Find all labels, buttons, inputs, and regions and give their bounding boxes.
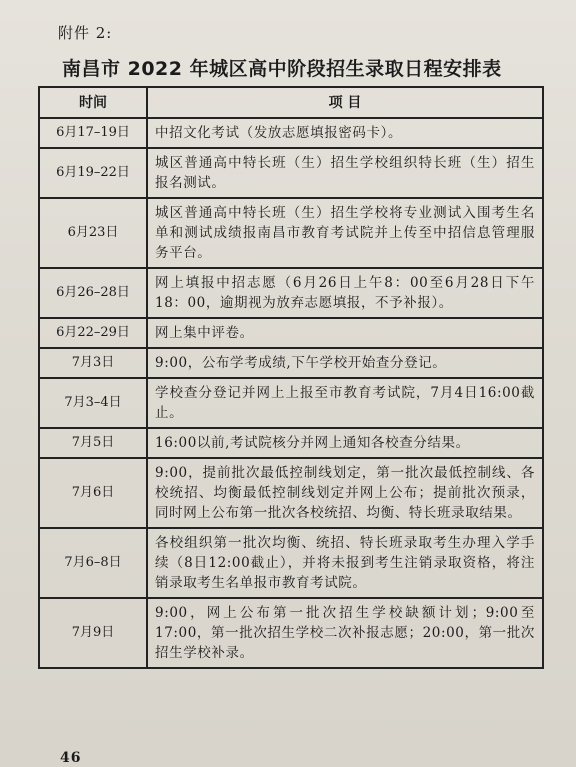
table-row (39, 458, 543, 528)
table-row (39, 598, 543, 668)
row-item: 城区普通高中特长班（生）招生学校组织特长班（生）招生报名测试。 (147, 148, 543, 198)
table-row (39, 148, 543, 198)
page-number: 46 (60, 750, 82, 766)
table-row (39, 268, 543, 318)
row-item: 16:00以前,考试院核分并网上通知各校查分结果。 (147, 428, 543, 458)
row-time: 6月23日 (39, 198, 147, 268)
table-row (39, 118, 543, 148)
row-item: 9:00，网上公布第一批次招生学校缺额计划；9:00至17:00，第一批次招生学校二次补报志愿；20:00，第一批次招生学校补录。 (147, 598, 543, 668)
row-item: 9:00，提前批次最低控制线划定，第一批次最低控制线、各校统招、均衡最低控制线划定并网上公布；提前批次预录，同时网上公布第一批次各校统招、均衡、特长班录取结果。 (147, 458, 543, 528)
row-time: 7月3日 (39, 348, 147, 378)
table-row (39, 528, 543, 598)
row-time: 7月6日 (39, 458, 147, 528)
row-time: 6月22–29日 (39, 318, 147, 348)
row-item: 网上集中评卷。 (147, 318, 543, 348)
row-item: 9:00，公布学考成绩,下午学校开始查分登记。 (147, 348, 543, 378)
row-item: 中招文化考试（发放志愿填报密码卡）。 (147, 118, 543, 148)
row-time: 7月6–8日 (39, 528, 147, 598)
row-time: 7月9日 (39, 598, 147, 668)
row-time: 6月17–19日 (39, 118, 147, 148)
page-title: 南昌市 2022 年城区高中阶段招生录取日程安排表 (62, 58, 502, 80)
column-header-time: 时间 (39, 87, 147, 118)
row-time: 7月5日 (39, 428, 147, 458)
table-row (39, 428, 543, 458)
row-item: 城区普通高中特长班（生）招生学校将专业测试入围考生名单和测试成绩报南昌市教育考试院并上传至中招信息管理服务平台。 (147, 198, 543, 268)
row-item: 学校查分登记并网上上报至市教育考试院，7月4日16:00截止。 (147, 378, 543, 428)
table-row (39, 318, 543, 348)
table-header-row (39, 87, 543, 118)
column-header-item: 项 目 (147, 87, 543, 118)
table-row (39, 348, 543, 378)
row-item: 网上填报中招志愿（6月26日上午8：00至6月28日下午18：00，逾期视为放弃志愿填报，不予补报）。 (147, 268, 543, 318)
row-time: 6月19–22日 (39, 148, 147, 198)
row-time: 6月26–28日 (39, 268, 147, 318)
row-item: 各校组织第一批次均衡、统招、特长班录取考生办理入学手续（8日12:00截止），并将未报到考生注销录取资格，将注销录取考生名单报市教育考试院。 (147, 528, 543, 598)
schedule-table (38, 86, 544, 669)
attachment-label: 附件 2: (58, 24, 113, 42)
table-row (39, 378, 543, 428)
row-time: 7月3–4日 (39, 378, 147, 428)
schedule-body (39, 118, 543, 668)
table-row (39, 198, 543, 268)
